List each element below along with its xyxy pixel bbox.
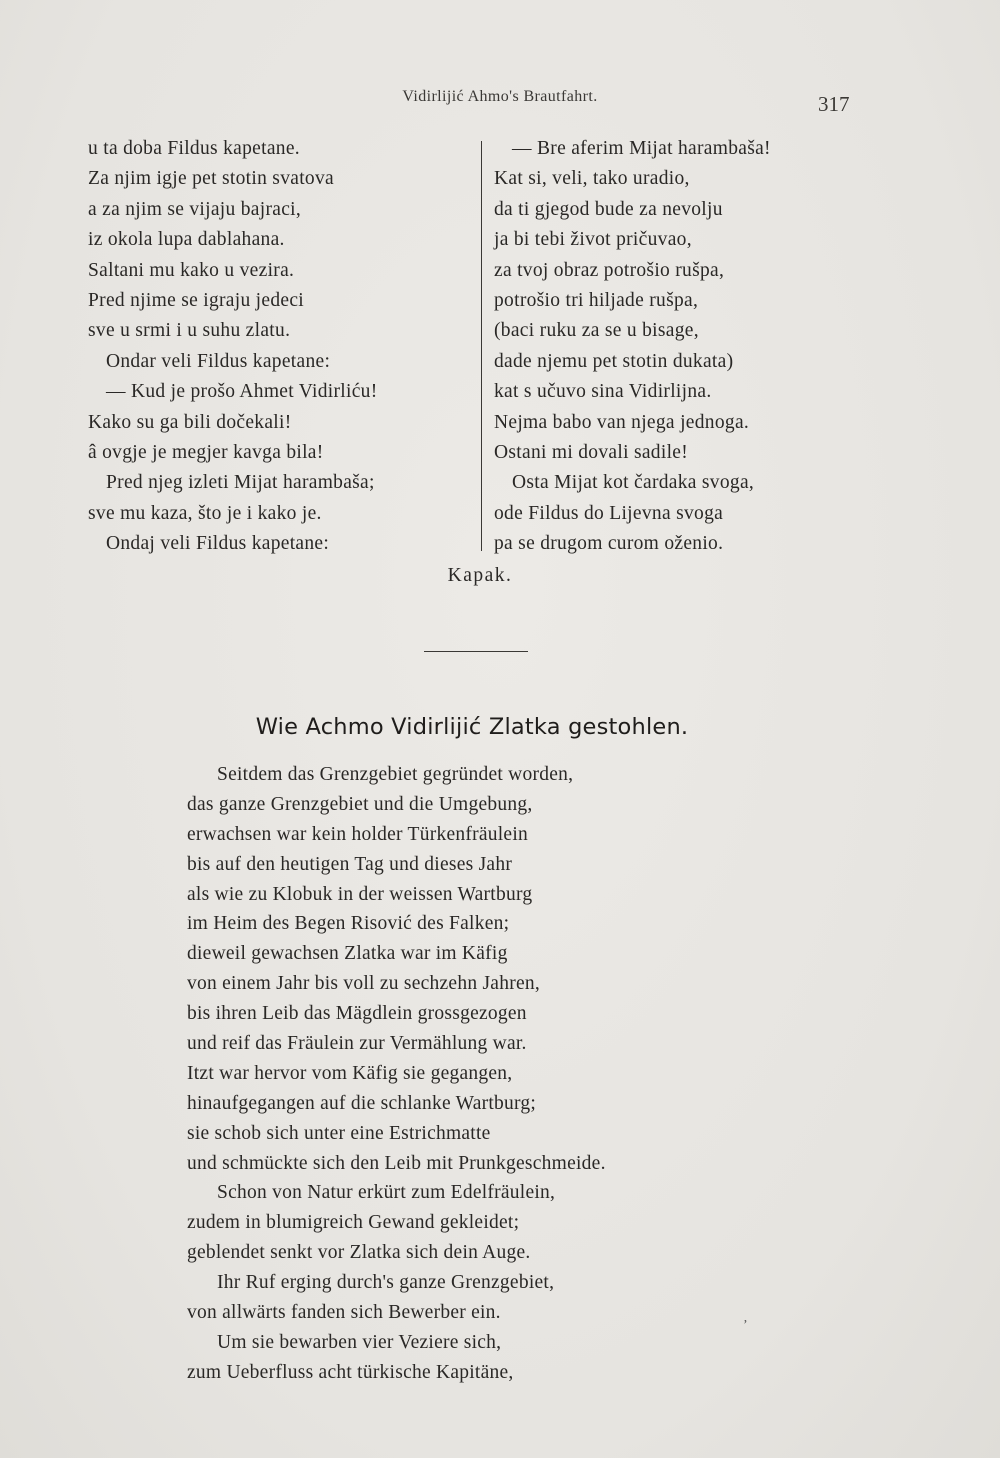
poem-line: das ganze Grenzgebiet und die Umgebung, <box>187 793 533 815</box>
poem-line: erwachsen war kein holder Türkenfräulein <box>187 823 528 845</box>
verse-line: potrošio tri hiljade rušpa, <box>494 289 699 311</box>
verse-line: da ti gjegod bude za nevolju <box>494 198 723 220</box>
poem-line: und reif das Fräulein zur Vermählung war. <box>187 1033 527 1055</box>
poem-line: Ihr Ruf erging durch's ganze Grenzgebiet, <box>217 1272 555 1294</box>
verse-line: dade njemu pet stotin dukata) <box>494 350 734 372</box>
running-title: Vidirlijić Ahmo's Brautfahrt. <box>402 88 598 105</box>
verse-line: Kako su ga bili dočekali! <box>88 411 292 433</box>
verse-line: Pred njime se igraju jedeci <box>88 289 305 311</box>
poem-title: Wie Achmo Vidirlijić Zlatka gestohlen. <box>255 714 689 740</box>
poem-line: Itzt war hervor vom Käfig sie gegangen, <box>187 1062 513 1084</box>
poem-line: als wie zu Klobuk in der weissen Wartburg <box>187 883 533 905</box>
left-verse-column <box>88 134 480 559</box>
verse-line: Ondar veli Fildus kapetane: <box>106 350 331 372</box>
verse-line: pa se drugom curom oženio. <box>494 533 724 555</box>
poem-line: und schmückte sich den Leib mit Prunkgeschmeide. <box>187 1152 606 1174</box>
poem-line: von allwärts fanden sich Bewerber ein. <box>187 1302 501 1324</box>
verse-line: u ta doba Fildus kapetane. <box>88 138 300 159</box>
poem-line: bis auf den heutigen Tag und dieses Jahr <box>187 853 513 875</box>
verse-line: sve mu kaza, što je i kako je. <box>88 502 322 524</box>
translated-poem <box>187 760 747 1388</box>
poem-line: im Heim des Begen Risović des Falken; <box>187 913 510 935</box>
verse-line: Pred njeg izleti Mijat harambaša; <box>106 472 375 494</box>
verse-line: iz okola lupa dablahana. <box>88 229 285 251</box>
verse-line: Osta Mijat kot čardaka svoga, <box>512 472 755 494</box>
verse-line: ja bi tebi život pričuvao, <box>494 229 692 251</box>
verse-line: Za njim igje pet stotin svatova <box>88 168 334 190</box>
poem-line: von einem Jahr bis voll zu sechzehn Jahren, <box>187 973 540 995</box>
verse-line: Kat si, veli, tako uradio, <box>494 168 690 190</box>
verse-line: Nejma babo van njega jednoga. <box>494 411 750 433</box>
section-rule <box>424 651 528 652</box>
poem-line: dieweil gewachsen Zlatka war im Käfig <box>187 943 508 965</box>
poem-line: Um sie bewarben vier Veziere sich, <box>217 1331 502 1353</box>
stray-mark: ’ <box>743 1318 748 1333</box>
poem-line: zudem in blumigreich Gewand gekleidet; <box>187 1212 520 1234</box>
verse-line: Ondaj veli Fildus kapetane: <box>106 533 330 555</box>
verse-line: Saltani mu kako u vezira. <box>88 259 295 281</box>
poem-line: sie schob sich unter eine Estrichmatte <box>187 1122 491 1144</box>
verse-line: (baci ruku za se u bisage, <box>494 320 699 342</box>
poem-line: geblendet senkt vor Zlatka sich dein Auge. <box>187 1242 531 1264</box>
verse-line: — Bre aferim Mijat harambaša! <box>512 138 771 159</box>
verse-line: a za njim se vijaju bajraci, <box>88 198 302 220</box>
poem-line: zum Ueberfluss acht türkische Kapitäne, <box>187 1361 514 1383</box>
poem-line: bis ihren Leib das Mägdlein grossgezogen <box>187 1003 527 1025</box>
verse-line: â ovgje je megjer kavga bila! <box>88 441 324 463</box>
verse-line: sve u srmi i u suhu zlatu. <box>88 320 291 342</box>
verse-line: Ostani mi dovali sadile! <box>494 441 689 463</box>
poem-line: Schon von Natur erkürt zum Edelfräulein, <box>217 1182 556 1204</box>
right-verse-column <box>494 134 854 559</box>
closing-word: Kapak. <box>447 565 513 586</box>
poem-line: Seitdem das Grenzgebiet gegründet worden, <box>217 764 574 785</box>
verse-line: kat s učuvo sina Vidirlijna. <box>494 381 712 403</box>
verse-line: za tvoj obraz potrošio rušpa, <box>494 259 725 281</box>
verse-line: ode Fildus do Lijevna svoga <box>494 502 724 524</box>
poem-line: hinaufgegangen auf die schlanke Wartburg; <box>187 1092 537 1114</box>
verse-line: — Kud je prošo Ahmet Vidirliću! <box>106 381 378 403</box>
page-number: 317 <box>818 92 850 116</box>
column-divider <box>481 141 482 551</box>
